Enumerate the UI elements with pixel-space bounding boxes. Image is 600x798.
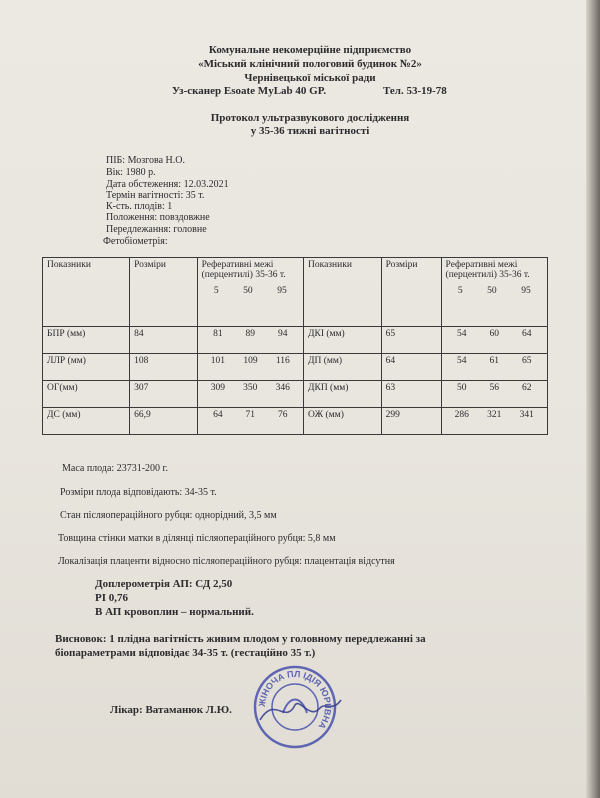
fetus-presentation: Передлежання: головне [106, 224, 207, 235]
header-line-3: Чернівецької міської ради [244, 72, 376, 84]
svg-text:ЖІНОЧА ПЛ ІДІЯ ЮРІЇВНА: ЖІНОЧА ПЛ ІДІЯ ЮРІЇВНА [256, 668, 334, 731]
conclusion-line-2: біопараметрами відповідає 34-35 т. (гестаційно 35 т.) [55, 647, 316, 659]
conclusion-line-1: Висновок: 1 плідна вагітність живим плодом у головному передлежанні за [55, 633, 426, 645]
header-line-2: «Міський клінічний пологовий будинок №2» [198, 58, 422, 70]
fetus-count: К-сть. плодів: 1 [106, 201, 173, 212]
header-line-1: Комунальне некомерційне підприємство [208, 44, 412, 56]
table-row: ЛЛР (мм) 108 101 109 116 ДП (мм) 64 54 61 65 [43, 354, 548, 381]
title-line-2: у 35-36 тижні вагітності [250, 125, 370, 137]
exam-date: Дата обстеження: 12.03.2021 [106, 179, 229, 190]
placenta-location: Локалізація плаценти відносно післяопераційного рубця: плацентація відсутня [58, 556, 395, 567]
table-row: ОГ(мм) 307 309 350 346 ДКП (мм) 63 50 56 62 [43, 381, 548, 408]
uterine-wall: Товщина стінки матки в ділянці післяопераційного рубця: 5,8 мм [58, 533, 336, 544]
doctor-signature [255, 690, 345, 730]
doppler-line-3: В АП кровоплин – нормальний. [95, 606, 254, 618]
col-header-indicator: Показники [43, 258, 130, 327]
doctor-signature-line: Лікар: Ватаманюк Л.Ю. [110, 704, 232, 716]
table-row: ДС (мм) 66,9 64 71 76 ОЖ (мм) 299 286 321 341 [43, 408, 548, 435]
scar-state: Стан післяопераційного рубця: однорідний, 3,5 мм [60, 510, 277, 521]
table-row: БПР (мм) 84 81 89 94 ДКІ (мм) 65 54 60 64 [43, 327, 548, 354]
patient-age: Вік: 1980 р. [106, 167, 156, 178]
fetometry-table [42, 257, 548, 435]
col-header-size: Розміри [130, 258, 198, 327]
col-header-indicator-2: Показники [304, 258, 382, 327]
doppler-line-1: Доплерометрія АП: СД 2,50 [95, 578, 233, 590]
sizes-match: Розміри плода відповідають: 34-35 т. [60, 487, 217, 498]
page-edge-shadow [586, 0, 600, 798]
fetus-position: Положення: повздовжне [106, 212, 210, 223]
fetometry-label: Фетобіометрія: [103, 236, 168, 247]
doppler-line-2: РІ 0,76 [95, 592, 128, 604]
header-scanner: Уз-сканер Esoate MyLab 40 GP. [172, 85, 327, 97]
fetal-mass: Маса плода: 23731-200 г. [62, 463, 168, 474]
patient-name: ПІБ: Мозгова Н.О. [106, 155, 185, 166]
header-tel: Тел. 53-19-78 [383, 85, 447, 97]
title-line-1: Протокол ультразвукового дослідження [210, 112, 410, 124]
pregnancy-term: Термін вагітності: 35 т. [106, 190, 205, 201]
col-header-ref-2: Реферативні межі (перцентилі) 35-36 т. 5 50 95 [441, 258, 547, 327]
col-header-ref: Реферативні межі (перцентилі) 35-36 т. 5 50 95 [197, 258, 303, 327]
col-header-size-2: Розміри [381, 258, 441, 327]
